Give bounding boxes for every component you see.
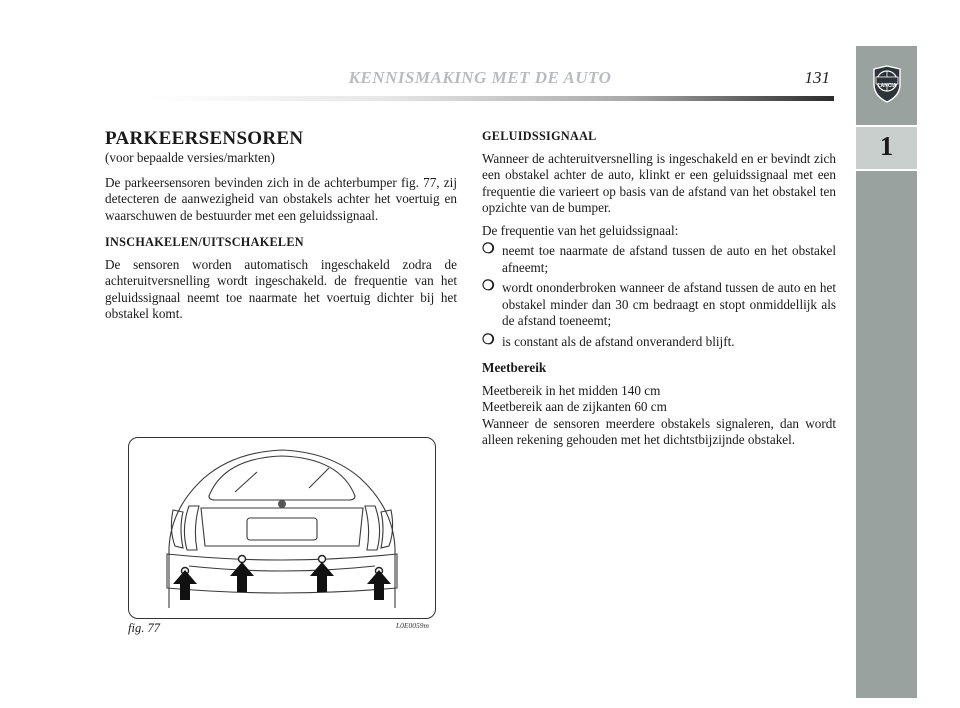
rear-car-illustration bbox=[129, 438, 435, 618]
page-header-title: KENNISMAKING MET DE AUTO bbox=[348, 68, 612, 87]
range-sides: Meetbereik aan de zijkanten 60 cm bbox=[482, 399, 667, 414]
frequency-list bbox=[482, 243, 836, 350]
chapter-number: 1 bbox=[879, 131, 894, 161]
list-item bbox=[482, 280, 836, 330]
list-item bbox=[482, 243, 836, 276]
figure-caption: fig. 77 bbox=[128, 621, 160, 635]
range-subheading: Meetbereik bbox=[482, 360, 547, 375]
bullet-icon: ❍ bbox=[482, 332, 495, 348]
switch-paragraph: De sensoren worden automatisch ingeschakeld zodra de achteruitversnelling wordt ingeschakeld. de frequentie van het geluidssignaal neemt toe naarmate het voertuig dichter bij het obstakel komt. bbox=[105, 256, 457, 321]
bullet-icon: ❍ bbox=[482, 279, 495, 294]
arrow-up-icon bbox=[173, 570, 197, 600]
range-center: Meetbereik in het midden 140 cm bbox=[482, 382, 661, 398]
left-column bbox=[105, 128, 457, 323]
bullet-icon: ❍ bbox=[482, 242, 495, 257]
list-item-text: wordt ononderbroken wanneer de afstand tussen de auto en het obstakel minder dan 30 cm bedraagt en stopt onmiddellijk als de afstand toeneemt; bbox=[502, 280, 836, 328]
section-heading-sound: GELUIDSSIGNAAL bbox=[482, 129, 597, 143]
right-column bbox=[482, 128, 836, 449]
chapter-side-tab bbox=[856, 46, 917, 698]
logo-text: LANCIA bbox=[877, 83, 897, 89]
arrow-up-icon bbox=[230, 562, 254, 592]
header-rule bbox=[150, 96, 834, 101]
frequency-intro: De frequentie van het geluidssignaal: bbox=[482, 222, 679, 238]
emblem-icon bbox=[278, 500, 286, 508]
arrow-up-icon bbox=[367, 570, 391, 600]
range-note: Wanneer de sensoren meerdere obstakels signaleren, dan wordt alleen rekening gehouden met het dichtstbijzijnde obstakel. bbox=[482, 415, 836, 447]
list-item-text: neemt toe naarmate de afstand tussen de auto en het obstakel afneemt; bbox=[502, 243, 836, 275]
intro-paragraph: De parkeersensoren bevinden zich in de achterbumper fig. 77, zij detecteren de aanwezigheid van obstakels achter het voertuig en waarschuwen de bestuurder met een geluidssignaal. bbox=[105, 174, 457, 223]
figure-code: L0E0059m bbox=[396, 621, 429, 630]
tab-separator bbox=[856, 169, 917, 171]
arrow-up-icon bbox=[310, 562, 334, 592]
list-item bbox=[482, 334, 836, 351]
main-heading: PARKEERSENSOREN bbox=[105, 128, 304, 149]
heading-subtitle: (voor bepaalde versies/markten) bbox=[105, 150, 275, 165]
sound-paragraph: Wanneer de achteruitversnelling is ingeschakeld en er bevindt zich een obstakel achter de auto, klinkt er een geluidssignaal met een frequentie die varieert op basis van de afstand van het obstakel ten opzichte van de bumper. bbox=[482, 150, 836, 215]
section-heading-switch: INSCHAKELEN/UITSCHAKELEN bbox=[105, 235, 304, 249]
page-number: 131 bbox=[804, 68, 830, 87]
list-item-text: is constant als de afstand onveranderd blijft. bbox=[502, 333, 735, 349]
logo-box bbox=[856, 46, 917, 125]
figure-rear-bumper bbox=[128, 437, 436, 619]
chapter-box bbox=[856, 127, 917, 169]
